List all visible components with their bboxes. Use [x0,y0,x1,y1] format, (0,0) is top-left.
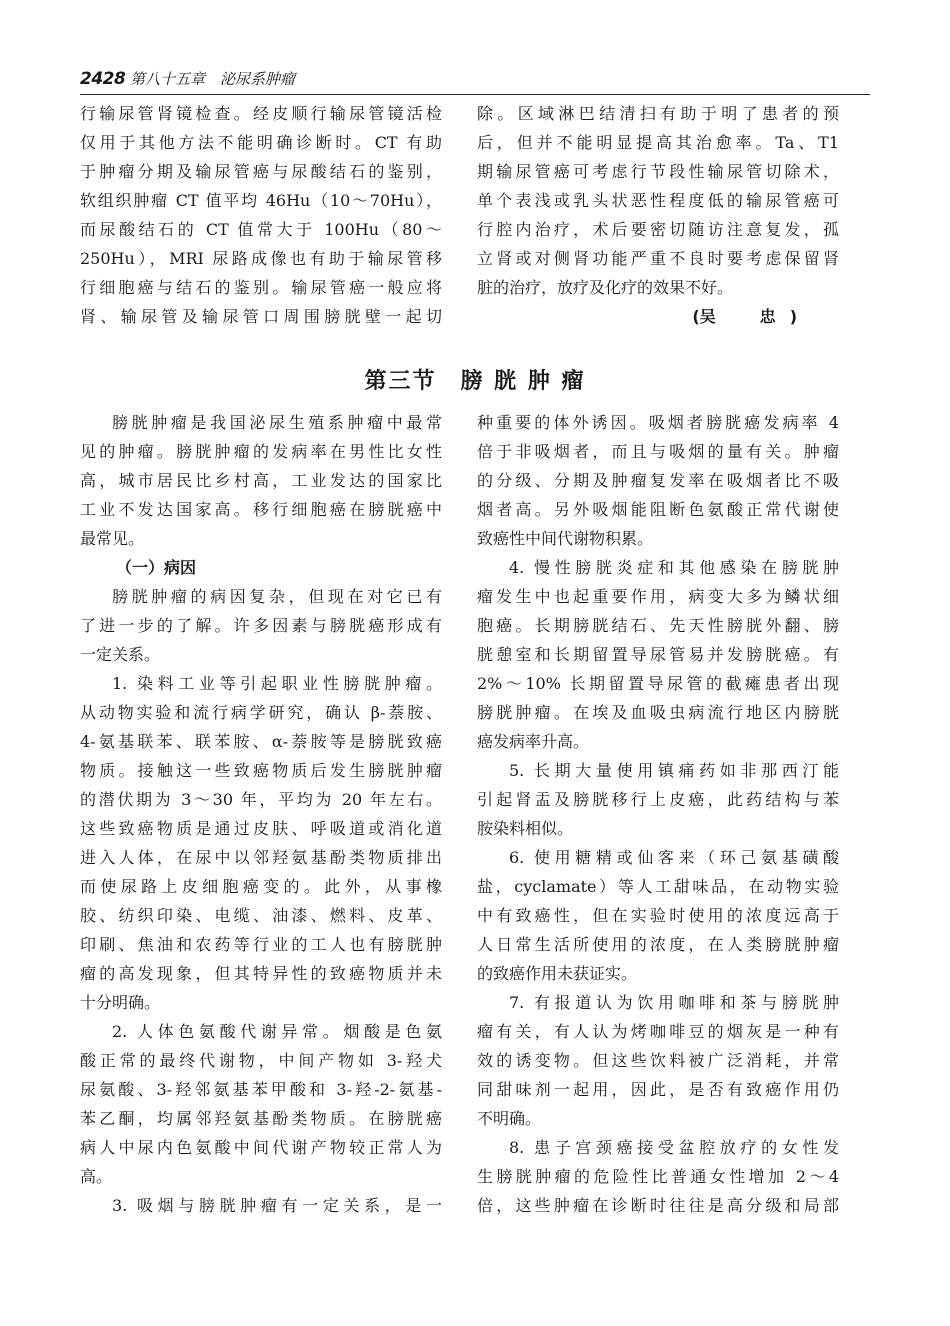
text-line: 2%～10% 长期留置导尿管的截瘫患者出现 [477,674,839,693]
text-line: 8. 患子宫颈癌接受盆腔放疗的女性发 [509,1138,839,1157]
text-line: 酸正常的最终代谢物，中间产物如 3-羟犬 [80,1051,442,1070]
text-line: 高。 [80,1167,113,1186]
text-line: 胺染料相似。 [477,819,574,838]
running-head [80,66,870,95]
text-line: 250Hu），MRI 尿路成像也有助于输尿管移 [80,249,442,268]
text-line: 人日常生活所使用的浓度，在人类膀胱肿瘤 [477,935,839,954]
text-line: 行腔内治疗，术后要密切随访注意复发，孤 [477,220,839,239]
text-line: 2. 人体色氨酸代谢异常。烟酸是色氨 [112,1022,442,1041]
text-line: 这些致癌物质是通过皮肤、呼吸道或消化道 [80,819,442,838]
main-left-column [80,408,442,1220]
text-line: 同甜味剂一起用，因此，是否有致癌作用仍 [477,1080,839,1099]
text-line: 盐，cyclamate）等人工甜味品，在动物实验 [477,877,839,896]
text-line: 瘤有关，有人认为烤咖啡豆的烟灰是一种有 [477,1022,839,1041]
text-line: 后，但并不能明显提高其治愈率。Ta、T1 [477,133,839,152]
text-line: 效的诱变物。但这些饮料被广泛消耗，并常 [477,1051,839,1070]
text-line: 1. 染料工业等引起职业性膀胱肿瘤。 [112,674,442,693]
text-line: 生膀胱肿瘤的危险性比普通女性增加 2～4 [477,1167,839,1186]
author-name: 吴 忠 [699,307,790,326]
text-line: 于肿瘤分期及输尿管癌与尿酸结石的鉴别， [80,162,442,181]
text-line: 见的肿瘤。膀胱肿瘤的发病率在男性比女性 [80,442,442,461]
text-line: 高，城市居民比乡村高，工业发达的国家比 [80,471,442,490]
text-line: 倍于非吸烟者，而且与吸烟的量有关。肿瘤 [477,442,839,461]
text-line: 中有致癌性，但在实验时使用的浓度远高于 [477,906,839,925]
text-line: 进入人体，在尿中以邻羟氨基酚类物质排出 [80,848,442,867]
text-line: 胶、纺织印染、电缆、油漆、燃料、皮革、 [80,906,442,925]
text-line: 软组织肿瘤 CT 值平均 46Hu（10～70Hu）， [80,191,442,210]
text-line: 膀胱肿瘤是我国泌尿生殖系肿瘤中最常 [112,413,442,432]
text-line: 瘤的高发现象，但其特异性的致癌物质并未 [80,964,442,983]
text-line: 期输尿管癌可考虑行节段性输尿管切除术， [477,162,839,181]
text-line: 的分级、分期及肿瘤复发率在吸烟者比不吸 [477,471,839,490]
text-line: 单个表浅或乳头状恶性程度低的输尿管癌可 [477,191,839,210]
chapter-title: 第八十五章 泌尿系肿瘤 [130,70,296,88]
text-line: 瘤发生中也起重要作用，病变大多为鳞状细 [477,587,839,606]
text-line: 苯乙酮，均属邻羟氨基酚类物质。在膀胱癌 [80,1109,442,1128]
main-right-column [477,408,839,1220]
top-right-column [477,99,839,331]
text-line: 仅用于其他方法不能明确诊断时。CT 有助 [80,133,442,152]
text-line: 病人中尿内色氨酸中间代谢产物较正常人为 [80,1138,442,1157]
text-line: 癌发病率升高。 [477,732,590,751]
text-line: 3. 吸烟与膀胱肿瘤有一定关系，是一 [112,1196,442,1215]
text-line: 4. 慢性膀胱炎症和其他感染在膀胱肿 [509,558,839,577]
text-line: 十分明确。 [80,993,161,1012]
text-line: 而尿酸结石的 CT 值常大于 100Hu（80～ [80,220,442,239]
text-line: 行输尿管肾镜检查。经皮顺行输尿管镜活检 [80,104,442,123]
text-line: 了进一步的了解。许多因素与膀胱癌形成有 [80,616,442,635]
text-line: 印刷、焦油和农药等行业的工人也有膀胱肿 [80,935,442,954]
text-line: 的致癌作用未获证实。 [477,964,638,983]
text-line: 不明确。 [477,1109,542,1128]
text-line: 7. 有报道认为饮用咖啡和茶与膀胱肿 [509,993,839,1012]
text-line: 引起肾盂及膀胱移行上皮癌，此药结构与苯 [477,790,839,809]
page-number: 2428 [80,69,126,89]
text-line: 物质。接触这一些致癌物质后发生膀胱肿瘤 [80,761,442,780]
text-line: 胞癌。长期膀胱结石、先天性膀胱外翻、膀 [477,616,839,635]
text-line: 脏的治疗，放疗及化疗的效果不好。 [477,278,734,297]
text-line: 尿氨酸、3-羟邻氨基苯甲酸和 3-羟-2-氨基- [80,1080,442,1099]
text-line: 行细胞癌与结石的鉴别。输尿管癌一般应将 [80,278,442,297]
section-title: 第三节 膀 胱 肿 瘤 [364,369,586,394]
subheading-etiology: （一）病因 [116,558,197,577]
text-line: 除。区域淋巴结清扫有助于明了患者的预 [477,104,839,123]
text-line: 肾、输尿管及输尿管口周围膀胱壁一起切 [80,307,442,326]
top-left-column [80,99,442,331]
text-line: 4-氨基联苯、联苯胺、α-萘胺等是膀胱致癌 [80,732,442,751]
author-signature: (吴 忠) [692,307,797,326]
text-line: 最常见。 [80,529,145,548]
text-line: 5. 长期大量使用镇痛药如非那西汀能 [509,761,839,780]
text-line: 膀胱肿瘤。在埃及血吸虫病流行地区内膀胱 [477,703,839,722]
text-line: 膀胱肿瘤的病因复杂，但现在对它已有 [112,587,442,606]
text-line: 倍，这些肿瘤在诊断时往往是高分级和局部 [477,1196,839,1215]
text-line: 6. 使用糖精或仙客来（环己氨基磺酸 [509,848,839,867]
text-line: 烟者高。另外吸烟能阻断色氨酸正常代谢使 [477,500,839,519]
text-line: 一定关系。 [80,645,161,664]
text-line: 胱憩室和长期留置导尿管易并发膀胱癌。有 [477,645,839,664]
text-line: 工业不发达国家高。移行细胞癌在膀胱癌中 [80,500,442,519]
text-line: 致癌性中间代谢物积累。 [477,529,654,548]
text-line: 的潜伏期为 3～30 年，平均为 20 年左右。 [80,790,442,809]
text-line: 种重要的体外诱因。吸烟者膀胱癌发病率 4 [477,413,839,432]
text-line: 而使尿路上皮细胞癌变的。此外，从事橡 [80,877,442,896]
text-line: 立肾或对侧肾功能严重不良时要考虑保留肾 [477,249,839,268]
text-line: 从动物实验和流行病学研究，确认 β-萘胺、 [80,703,442,722]
